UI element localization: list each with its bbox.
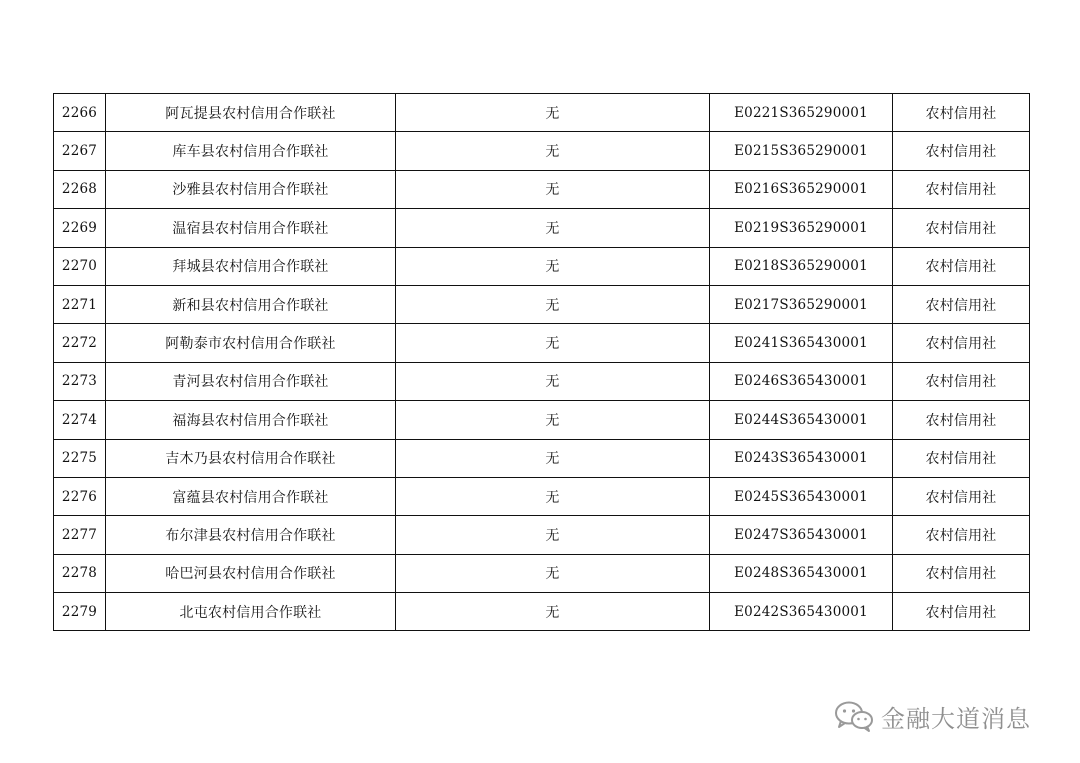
institution-code-cell: E0244S365430001: [710, 401, 893, 439]
institution-name-cell: 北屯农村信用合作联社: [106, 593, 396, 631]
table-row: [54, 362, 1030, 400]
institution-name-cell: 富蕴县农村信用合作联社: [106, 477, 396, 515]
institution-name-cell: 阿瓦提县农村信用合作联社: [106, 94, 396, 132]
institution-code-cell: E0242S365430001: [710, 593, 893, 631]
table-row: [54, 94, 1030, 132]
table-row: [54, 401, 1030, 439]
other-info-cell: 无: [396, 362, 710, 400]
wechat-icon: [833, 699, 875, 733]
institution-code-cell: E0246S365430001: [710, 362, 893, 400]
institution-type-cell: 农村信用社: [893, 285, 1030, 323]
table-row: [54, 439, 1030, 477]
watermark-text: 金融大道消息: [881, 704, 1031, 733]
row-number-cell: 2271: [54, 285, 106, 323]
institution-name-cell: 沙雅县农村信用合作联社: [106, 170, 396, 208]
row-number-cell: 2278: [54, 554, 106, 592]
table-row: [54, 285, 1030, 323]
institution-name-cell: 新和县农村信用合作联社: [106, 285, 396, 323]
institution-type-cell: 农村信用社: [893, 132, 1030, 170]
other-info-cell: 无: [396, 170, 710, 208]
other-info-cell: 无: [396, 439, 710, 477]
other-info-cell: 无: [396, 593, 710, 631]
institution-type-cell: 农村信用社: [893, 401, 1030, 439]
table-body: [54, 94, 1030, 631]
institution-code-cell: E0216S365290001: [710, 170, 893, 208]
table-row: [54, 477, 1030, 515]
other-info-cell: 无: [396, 401, 710, 439]
institution-name-cell: 库车县农村信用合作联社: [106, 132, 396, 170]
table-row: [54, 209, 1030, 247]
institution-code-cell: E0219S365290001: [710, 209, 893, 247]
table-row: [54, 593, 1030, 631]
table-row: [54, 324, 1030, 362]
row-number-cell: 2266: [54, 94, 106, 132]
institution-code-cell: E0245S365430001: [710, 477, 893, 515]
institution-code-cell: E0243S365430001: [710, 439, 893, 477]
table-row: [54, 170, 1030, 208]
institution-name-cell: 哈巴河县农村信用合作联社: [106, 554, 396, 592]
institution-type-cell: 农村信用社: [893, 554, 1030, 592]
other-info-cell: 无: [396, 324, 710, 362]
institution-type-cell: 农村信用社: [893, 209, 1030, 247]
row-number-cell: 2274: [54, 401, 106, 439]
institution-code-cell: E0248S365430001: [710, 554, 893, 592]
row-number-cell: 2267: [54, 132, 106, 170]
row-number-cell: 2272: [54, 324, 106, 362]
other-info-cell: 无: [396, 94, 710, 132]
institution-code-cell: E0221S365290001: [710, 94, 893, 132]
institution-type-cell: 农村信用社: [893, 170, 1030, 208]
institution-type-cell: 农村信用社: [893, 362, 1030, 400]
table-row: [54, 554, 1030, 592]
institution-name-cell: 吉木乃县农村信用合作联社: [106, 439, 396, 477]
institution-type-cell: 农村信用社: [893, 477, 1030, 515]
row-number-cell: 2269: [54, 209, 106, 247]
institution-type-cell: 农村信用社: [893, 94, 1030, 132]
institution-type-cell: 农村信用社: [893, 439, 1030, 477]
institution-type-cell: 农村信用社: [893, 593, 1030, 631]
other-info-cell: 无: [396, 132, 710, 170]
institution-type-cell: 农村信用社: [893, 324, 1030, 362]
institution-name-cell: 布尔津县农村信用合作联社: [106, 516, 396, 554]
row-number-cell: 2275: [54, 439, 106, 477]
institution-name-cell: 拜城县农村信用合作联社: [106, 247, 396, 285]
institution-code-cell: E0247S365430001: [710, 516, 893, 554]
row-number-cell: 2268: [54, 170, 106, 208]
institution-table-container: [53, 93, 1026, 631]
institution-type-cell: 农村信用社: [893, 516, 1030, 554]
table-row: [54, 132, 1030, 170]
table-row: [54, 516, 1030, 554]
row-number-cell: 2273: [54, 362, 106, 400]
institution-name-cell: 青河县农村信用合作联社: [106, 362, 396, 400]
row-number-cell: 2270: [54, 247, 106, 285]
other-info-cell: 无: [396, 554, 710, 592]
other-info-cell: 无: [396, 477, 710, 515]
other-info-cell: 无: [396, 285, 710, 323]
institution-code-cell: E0215S365290001: [710, 132, 893, 170]
row-number-cell: 2277: [54, 516, 106, 554]
institution-table: [53, 93, 1030, 631]
table-row: [54, 247, 1030, 285]
other-info-cell: 无: [396, 516, 710, 554]
institution-name-cell: 阿勒泰市农村信用合作联社: [106, 324, 396, 362]
institution-name-cell: 福海县农村信用合作联社: [106, 401, 396, 439]
watermark: [833, 698, 1031, 734]
row-number-cell: 2279: [54, 593, 106, 631]
institution-code-cell: E0241S365430001: [710, 324, 893, 362]
institution-type-cell: 农村信用社: [893, 247, 1030, 285]
institution-name-cell: 温宿县农村信用合作联社: [106, 209, 396, 247]
other-info-cell: 无: [396, 247, 710, 285]
institution-code-cell: E0218S365290001: [710, 247, 893, 285]
other-info-cell: 无: [396, 209, 710, 247]
row-number-cell: 2276: [54, 477, 106, 515]
institution-code-cell: E0217S365290001: [710, 285, 893, 323]
